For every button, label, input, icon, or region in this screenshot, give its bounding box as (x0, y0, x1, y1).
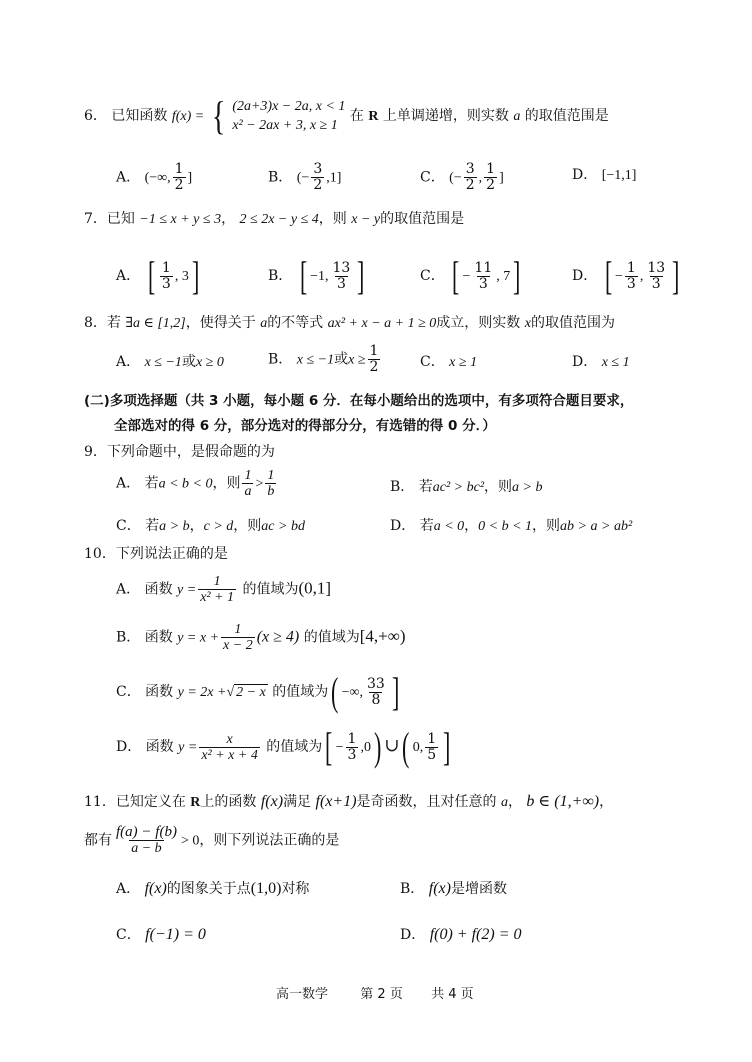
option-10d (116, 724, 453, 769)
option-text: 的值域为 (272, 684, 329, 700)
option-math: f(x) (144, 880, 167, 897)
option-math: ab > a > ab² (560, 519, 633, 534)
stem-text: 上单调递增，则实数 (382, 108, 509, 124)
option-label: B． (268, 169, 293, 186)
condition: ∃a ∈ [1,2] (125, 316, 186, 331)
option-text: 对称 (281, 881, 310, 897)
stem-text: 下列命题中，是假命题的为 (106, 444, 275, 460)
option-label: B． (116, 629, 141, 646)
footer-page: 第 2 页 (360, 987, 403, 1002)
option-math: a < 0 (433, 519, 465, 534)
option-label: C． (116, 684, 141, 700)
option-label: D． (390, 518, 416, 534)
bracket: ) (373, 724, 382, 769)
piece-two: x² − 2ax + 3, x ≥ 1 (232, 118, 338, 133)
page-footer (276, 983, 474, 1002)
numerator: 1 (174, 161, 184, 177)
denominator: 3 (336, 275, 346, 292)
option-11d (400, 926, 521, 944)
stem-text: ，使得关于 (185, 315, 256, 331)
option-text: 函数 (144, 629, 173, 646)
bracket: ] (357, 253, 365, 298)
denominator: a (244, 484, 252, 499)
fraction (265, 468, 276, 499)
piece-one: (2a+3)x − 2a, x < 1 (232, 99, 346, 114)
option-label: C． (420, 354, 445, 370)
option-10b (116, 622, 405, 653)
option-9a (116, 468, 278, 499)
option-label: A． (116, 475, 141, 492)
numerator: f(a) − f(b) (116, 824, 177, 840)
stem-text: 成立，则实数 (436, 315, 521, 331)
real-set: R (368, 109, 379, 124)
option-11b (400, 880, 507, 898)
option-text: ，则 (212, 475, 241, 492)
variable: a (260, 316, 268, 331)
option-11a (116, 880, 309, 898)
numerator: 1 (267, 468, 275, 483)
option-math: x ≥ (348, 352, 366, 368)
stem-text: 已知函数 (111, 108, 168, 124)
option-text: 的值域为 (303, 629, 360, 646)
option-label: D． (572, 268, 598, 284)
option-10c (116, 669, 402, 714)
option-math: y = 2x + (177, 685, 227, 700)
option-math: (1,0) (250, 880, 282, 897)
denominator: 2 (465, 177, 475, 193)
option-math: ] (499, 170, 504, 186)
option-math: − (335, 740, 344, 755)
bracket: ] (443, 724, 451, 769)
question-number: 7． (84, 211, 107, 227)
stem-text: ，则下列说法正确的是 (199, 832, 340, 849)
option-math: ac² > bc² (432, 480, 485, 495)
option-math: a > b (512, 480, 543, 495)
stem-text: 满足 (283, 794, 312, 810)
expression: x − y (351, 212, 381, 227)
option-label: B． (400, 881, 425, 897)
question-number: 8． (84, 315, 107, 331)
denominator: x² + x + 4 (201, 747, 258, 763)
bracket: [ (147, 253, 155, 298)
option-math: , 7 (496, 269, 511, 284)
option-text: 或 (181, 354, 196, 370)
denominator: x² + 1 (200, 590, 235, 605)
numerator: 33 (366, 675, 385, 692)
fraction (645, 261, 667, 292)
option-text: 的图象关于点 (166, 881, 251, 897)
stem-text: 在 (349, 108, 364, 124)
bracket: ( (402, 724, 410, 769)
denominator: 3 (651, 275, 661, 292)
option-math: ,0 (360, 740, 371, 755)
option-label: C． (420, 169, 445, 186)
option-math: a < b < 0 (158, 476, 213, 492)
option-6d (572, 166, 636, 185)
option-label: D． (400, 927, 426, 943)
bracket: [ (325, 724, 333, 769)
numerator: 1 (161, 259, 171, 276)
fraction (221, 622, 255, 653)
option-9b (390, 478, 542, 497)
bracket: ] (191, 253, 200, 298)
question-11-line2 (84, 825, 339, 856)
option-math: ac > bd (261, 519, 305, 534)
option-text: 若 (418, 479, 433, 495)
stem-text: 的取值范围为 (530, 315, 615, 331)
denominator: 3 (626, 275, 636, 292)
numerator: 1 (486, 161, 496, 177)
option-math: (− (296, 170, 310, 186)
bracket: [ (299, 253, 308, 298)
footer-total: 共 4 页 (431, 987, 474, 1002)
option-math: −∞, (341, 685, 363, 700)
option-math: f(−1) = 0 (145, 926, 206, 943)
numerator: 3 (313, 161, 323, 177)
stem-text: ， (507, 794, 522, 810)
option-label: B． (268, 351, 293, 368)
radical-sign: √ (226, 685, 235, 700)
option-math: (− (449, 170, 462, 186)
radicand: 2 − x (236, 685, 266, 700)
numerator: 1 (347, 730, 357, 747)
denominator: x − 2 (223, 638, 253, 653)
option-text: 或 (334, 351, 349, 368)
bracket: ] (513, 253, 521, 298)
numerator: 13 (332, 259, 351, 276)
stem-text: 已知定义在 (115, 794, 186, 810)
question-7 (84, 210, 464, 229)
option-math: , (478, 170, 483, 186)
option-math: ,1] (326, 170, 342, 186)
fraction (472, 261, 494, 292)
option-text: ，则 (484, 479, 513, 495)
option-label: A． (116, 169, 141, 186)
option-math: 0, (412, 740, 424, 755)
variable: x (524, 316, 531, 331)
variable: a (513, 109, 521, 124)
option-math: f(0) + f(2) = 0 (429, 926, 522, 943)
option-8a (116, 353, 224, 372)
numerator: 3 (465, 161, 475, 177)
option-math: a > b (159, 519, 190, 534)
numerator: 1 (427, 730, 437, 747)
numerator: 1 (234, 622, 242, 637)
real-set: R (190, 795, 201, 810)
option-text: 若 (144, 475, 159, 492)
fraction (311, 162, 324, 193)
option-math: f(x) (428, 880, 451, 897)
fraction (484, 162, 497, 193)
question-number: 11． (84, 794, 116, 810)
stem-text: ， (599, 794, 614, 810)
option-text: 是增函数 (450, 881, 507, 897)
option-label: C． (420, 268, 445, 284)
option-label: D． (572, 167, 598, 183)
stem-text: 上的函数 (200, 794, 257, 810)
option-math: x ≤ 1 (601, 355, 630, 370)
option-math: > (255, 476, 264, 492)
option-math: x ≤ −1 (296, 352, 335, 368)
piecewise-brace: { (211, 93, 225, 138)
option-text: ， (189, 518, 204, 534)
option-text: 函数 (145, 739, 174, 755)
option-math: 0 < b < 1 (478, 519, 533, 534)
bracket: ] (391, 669, 400, 714)
option-math: (−∞, (144, 170, 171, 186)
stem-text: 是奇函数，且对任意的 (356, 794, 497, 810)
fraction (365, 677, 387, 708)
stem-text: ，则 (318, 211, 347, 227)
option-8c (420, 353, 477, 372)
option-text: 若 (419, 518, 434, 534)
bracket: ] (672, 253, 680, 298)
function-name: f(x) = (171, 109, 205, 124)
condition: −1 ≤ x + y ≤ 3 (139, 212, 222, 227)
option-text: 函数 (145, 684, 174, 700)
stem-text: 若 (106, 315, 121, 331)
function-name: f(x) (260, 793, 284, 810)
inequality: ax² + x − a + 1 ≥ 0 (327, 316, 437, 331)
fraction (242, 468, 253, 499)
option-math: −1, (310, 269, 329, 284)
option-label: A． (116, 354, 141, 370)
denominator: 2 (313, 177, 323, 193)
option-text: 的值域为 (266, 739, 323, 755)
option-8b (268, 344, 382, 375)
question-8 (84, 314, 615, 333)
denominator: 3 (161, 275, 171, 292)
fraction (198, 574, 236, 605)
variable: a (500, 795, 508, 810)
section-heading: (二)多项选择题（共 3 小题，每小题 6 分．在每小题给出的选项中，有多项符合题目要求， (84, 393, 634, 409)
option-math: − (462, 269, 471, 284)
footer-course: 高一数学 (276, 987, 329, 1002)
option-text: 的值域为 (242, 581, 299, 598)
denominator: 8 (371, 691, 381, 708)
function-expression: f(x+1) (315, 793, 357, 810)
option-math: x ≥ 0 (195, 355, 224, 370)
fraction (625, 261, 638, 292)
option-math: (x ≥ 4) (256, 628, 300, 646)
fraction (199, 732, 260, 763)
option-math: , (639, 269, 644, 284)
bracket: [ (604, 253, 613, 298)
fraction (330, 261, 352, 292)
fraction (160, 261, 173, 292)
option-9c (116, 517, 305, 536)
question-11 (84, 793, 613, 812)
condition: 2 ≤ 2x − y ≤ 4 (239, 212, 319, 227)
option-7a (116, 253, 202, 298)
option-label: B． (390, 479, 415, 495)
option-label: A． (116, 881, 141, 897)
bracket: [ (452, 253, 460, 298)
option-math: c > d (203, 519, 234, 534)
stem-text: 的取值范围是 (524, 108, 609, 124)
option-math: x ≥ 1 (449, 355, 478, 370)
numerator: 1 (369, 343, 379, 359)
option-label: D． (572, 354, 598, 370)
option-text: 函数 (144, 581, 173, 598)
option-7c (420, 253, 524, 298)
option-text: ， (464, 518, 479, 534)
option-label: B． (268, 268, 293, 284)
denominator: b (267, 484, 275, 499)
option-math: x ≤ −1 (144, 355, 182, 370)
denominator: 5 (427, 746, 437, 763)
option-label: C． (116, 518, 141, 534)
denominator: 2 (174, 177, 184, 193)
denominator: 3 (347, 746, 357, 763)
option-6b (268, 162, 341, 193)
question-number: 9． (84, 444, 107, 460)
question-6 (84, 93, 609, 138)
option-7d (572, 253, 683, 298)
question-10 (84, 545, 228, 563)
piecewise-function (232, 97, 345, 135)
option-9d (390, 517, 632, 536)
option-label: A． (116, 581, 141, 598)
fraction (114, 825, 179, 856)
option-math: [−1,1] (601, 168, 637, 183)
fraction (173, 162, 186, 193)
numerator: x (226, 731, 233, 747)
stem-text: 已知 (106, 211, 135, 227)
stem-text: 下列说法正确的是 (115, 546, 228, 562)
question-9 (84, 443, 275, 461)
option-7b (268, 253, 368, 298)
question-number: 6． (84, 108, 107, 124)
stem-text: 的不等式 (267, 315, 324, 331)
numerator: 1 (213, 574, 221, 589)
option-11c (116, 926, 206, 944)
denominator: 2 (369, 359, 379, 375)
option-math: ] (187, 170, 193, 186)
option-math: y = x + (177, 630, 220, 646)
stem-text: ， (221, 211, 236, 227)
option-math: [4,+∞) (359, 626, 406, 646)
option-6c (420, 162, 504, 193)
option-8d (572, 353, 630, 372)
section-heading-line2: 全部选对的得 6 分，部分选对的得部分分，有选错的得 0 分．） (114, 418, 496, 434)
inequality: > 0 (180, 833, 200, 849)
option-math: y = (178, 740, 198, 755)
option-math: y = (177, 582, 197, 598)
option-math: − (615, 269, 623, 284)
option-text: ，则 (532, 518, 561, 534)
question-number: 10． (84, 546, 116, 562)
option-text: 若 (145, 518, 160, 534)
fraction (346, 732, 359, 763)
option-6a (116, 162, 192, 193)
numerator: 13 (647, 259, 666, 276)
option-text: ，则 (233, 518, 262, 534)
stem-text: 的取值范围是 (380, 211, 465, 227)
option-label: C． (116, 927, 141, 943)
fraction (464, 162, 477, 193)
fraction (368, 344, 381, 375)
numerator: 1 (244, 468, 252, 483)
numerator: 11 (474, 259, 493, 276)
denominator: a − b (131, 841, 162, 856)
numerator: 1 (626, 259, 636, 276)
denominator: 2 (486, 177, 496, 193)
fraction (425, 732, 438, 763)
bracket: ( (331, 669, 339, 714)
denominator: 3 (478, 275, 488, 292)
option-label: D． (116, 739, 142, 755)
stem-text: 都有 (84, 832, 112, 849)
union-symbol: ∪ (384, 735, 400, 755)
option-label: A． (116, 268, 141, 284)
condition: b ∈ (1,+∞) (526, 793, 600, 810)
option-math: , 3 (174, 269, 189, 284)
option-10a (116, 574, 331, 605)
option-math: (0,1] (298, 578, 332, 598)
